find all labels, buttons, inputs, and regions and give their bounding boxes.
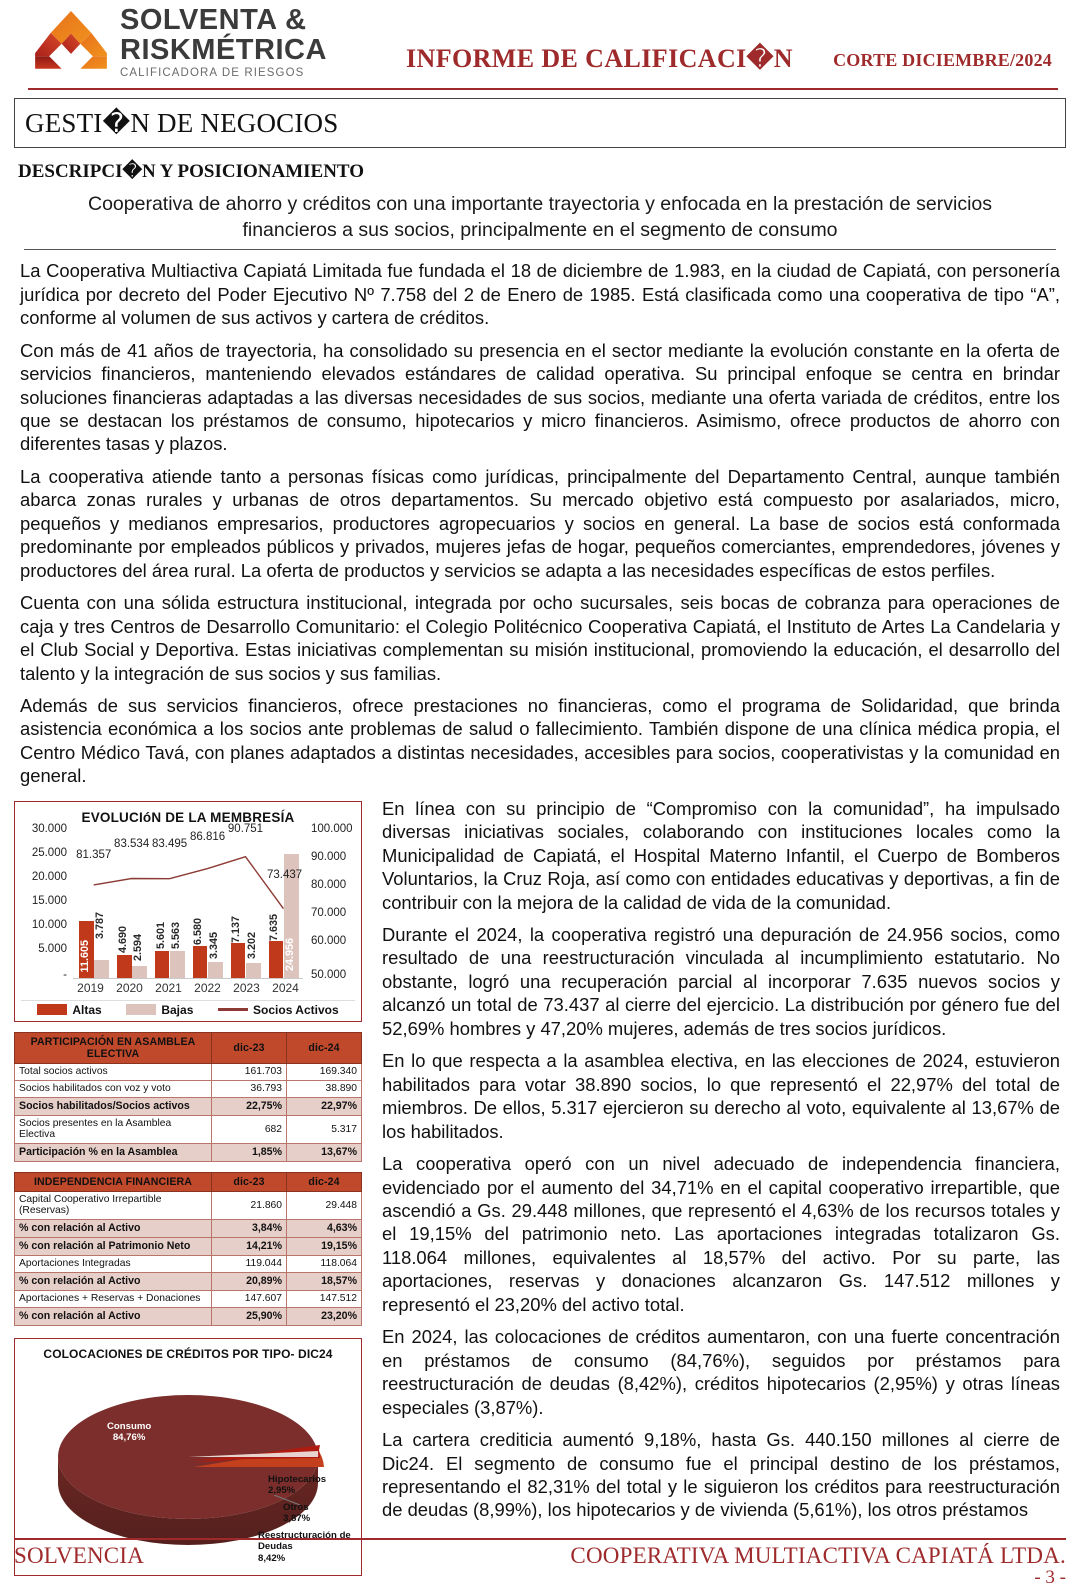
header-divider [28,88,1058,90]
table-row [15,1143,362,1161]
y-tick: 70.000 [311,906,347,919]
cell-dic23: 14,21% [212,1237,287,1255]
col-header: dic-23 [212,1172,287,1191]
legend-line-icon [218,1008,248,1011]
cell-dic24: 18,57% [287,1272,362,1290]
y-tick: - [63,968,67,981]
paragraph: La cartera crediticia aumentó 9,18%, hasta Gs. 440.150 millones al cierre de Dic24. El segmento de consumo fue el principal destino de los préstamos, representando el 82,31% del total y le siguieron los créditos para reestructuración de deudas (8,99%), los hipotecarios y de vivienda (5,61%), los otros préstamos [382,1429,1060,1521]
chart-title: EVOLUCIóN DE LA MEMBRESÍA [81,809,295,825]
logo-line-2: RISKMÉTRICA [120,34,327,66]
table-header-row [15,1032,362,1063]
paragraph: En lo que respecta a la asamblea electiva, en las elecciones de 2024, estuvieron habilitados para votar 38.890 socios, lo que representó el 22,97% del total de miembros. De ellos, 5.317 ejercieron su derecho al voto, equivalente al 13,67% de los habilitados. [382,1050,1060,1142]
table-row [15,1290,362,1307]
paragraph: La cooperativa atiende tanto a personas físicas como jurídicas, principalmente del Departamento Central, aunque también abarca zonas rurales y urbanas de otros departamentos. Su mercado objetivo está compuesto por asalariados, micro, pequeños y medianos empresarios, productores agropecuarios y socios en general. La base de socios está conformada predominante por empleados públicos y privados, mujeres jefas de hogar, pequeños comerciantes, emprendedores, jóvenes y productores del área rural. La oferta de productos y servicios se adapta a las necesidades específicas de estos perfiles. [20,465,1060,581]
table-row [15,1237,362,1255]
legend-label: Altas [72,1002,102,1017]
cell-dic24: 38.890 [287,1080,362,1097]
cell-label: % con relación al Patrimonio Neto [15,1237,212,1255]
bar-value-bajas: 3.345 [207,931,220,959]
y-tick: 50.000 [311,968,347,981]
x-tick: 2019 [77,980,104,995]
x-axis [71,981,305,995]
x-tick: 2023 [233,980,260,995]
x-tick: 2021 [155,980,182,995]
table-row [15,1080,362,1097]
logo-line-1: SOLVENTA & [120,4,307,36]
legend-item-bajas [126,1003,193,1017]
cell-dic23: 22,75% [212,1097,287,1115]
chart-baseline [73,978,303,979]
cell-dic23: 21.860 [212,1191,287,1219]
chart-plot-area [23,822,353,981]
table-row [15,1191,362,1219]
report-title: INFORME DE CALIFICACI�N [406,44,793,73]
y-tick: 10.000 [31,918,67,931]
bar-value-bajas: 3.787 [93,911,106,939]
table-row [15,1097,362,1115]
table-row [15,1255,362,1272]
bar-value-altas: 5.601 [154,921,167,949]
logo-mark-icon [32,9,110,77]
cell-dic23: 682 [212,1115,287,1143]
cell-dic24: 169.340 [287,1063,362,1080]
x-tick: 2024 [272,980,299,995]
line-value: 83.534 [114,837,150,850]
figures-column [14,801,372,1576]
bar-value-bajas: 24.956 [283,937,296,971]
paragraph: La Cooperativa Multiactiva Capiatá Limitada fue fundada el 18 de diciembre de 1.983, en la ciudad de Capiatá, con personería jurídica por decreto del Poder Ejecutivo Nº 7.758 del 2 de Enero de 1985. Está clasificada como una cooperativa de tipo “A”, conforme al volumen de sus activos y cartera de créditos. [20,260,1060,329]
legend-label: Socios Activos [253,1002,339,1017]
line-value: 81.357 [76,848,112,861]
bar-value-altas: 11.605 [78,940,91,973]
y-tick: 15.000 [31,894,67,907]
table-row [15,1272,362,1290]
cell-label: Aportaciones + Reservas + Donaciones [15,1290,212,1307]
pie-label-hipotecarios: Hipotecarios 2,95% [268,1473,327,1497]
cell-dic24: 22,97% [287,1097,362,1115]
cell-label: Total socios activos [15,1063,212,1080]
pie-label-reestructuracion: Reestructuración de Deudas 8,42% [258,1529,351,1564]
brand-logo [14,0,327,80]
cell-label: % con relación al Activo [15,1219,212,1237]
section-lead: Cooperativa de ahorro y créditos con una importante trayectoria y enfocada en la prestación de servicios financieros a sus socios, principalmente en el segmento de consumo [88,193,992,242]
page-header [14,0,1066,86]
cell-dic23: 119.044 [212,1255,287,1272]
cell-dic23: 25,90% [212,1307,287,1325]
section-subhead: DESCRIPCI�N Y POSICIONAMIENTO [18,161,365,182]
legend-item-socios-activos [218,1003,339,1017]
x-tick: 2020 [116,980,143,995]
cell-dic23: 147.607 [212,1290,287,1307]
cell-dic23: 36.793 [212,1080,287,1097]
cell-dic23: 20,89% [212,1272,287,1290]
cell-label: % con relación al Activo [15,1307,212,1325]
report-cut-date: CORTE DICIEMBRE/2024 [833,50,1052,70]
cell-dic23: 1,85% [212,1143,287,1161]
pie-label-otros: Otros 3,87% [283,1501,311,1525]
bar-value-bajas: 5.563 [169,921,182,949]
y-tick: 30.000 [31,822,67,835]
page-footer [14,1538,1066,1589]
table-participacion [14,1032,362,1162]
cell-dic24: 5.317 [287,1115,362,1143]
pie-title: COLOCACIONES DE CRÉDITOS POR TIPO- DIC24 [43,1346,333,1361]
bars-and-line [73,822,303,979]
footer-divider [14,1538,1066,1540]
col-header: PARTICIPACIÓN EN ASAMBLEA ELECTIVA [15,1032,212,1063]
col-header: dic-24 [287,1032,362,1063]
y-tick: 20.000 [31,870,67,883]
y-tick: 25.000 [31,846,67,859]
paragraph: Con más de 41 años de trayectoria, ha consolidado su presencia en el sector mediante la evolución constante en la oferta de servicios financieros, manteniendo elevados estándares de calidad operativa. Su principal enfoque se centra en brindar soluciones financieras adaptadas a las diversas necesidades de sus socios, mediante una oferta variada de créditos, entre los que se destacan los préstamos de consumo, hipotecarios y micro financieros. Asimismo, ofrece productos de ahorro con diferentes tasas y plazos. [20,339,1060,455]
cell-label: Aportaciones Integradas [15,1255,212,1272]
line-value: 83.495 [152,837,188,850]
col-header: dic-23 [212,1032,287,1063]
x-tick: 2022 [194,980,221,995]
bar-value-bajas: 2.594 [131,933,144,961]
chart-legend [21,1000,355,1017]
cell-dic24: 29.448 [287,1191,362,1219]
table-independencia [14,1172,362,1326]
cell-label: Socios presentes en la Asamblea Electiva [15,1115,212,1143]
paragraph: En 2024, las colocaciones de créditos aumentaron, con una fuerte concentración en préstamos de consumo (84,76%), seguidos por préstamos para reestructuración de deudas (8,42%), créditos hipotecarios (2,95%) y otras líneas especiales (3,87%). [382,1326,1060,1418]
pie-label-consumo: Consumo 84,76% [107,1420,152,1444]
section-title-box [14,98,1066,148]
legend-item-altas [37,1003,101,1017]
section-title: GESTI�N DE NEGOCIOS [25,107,339,138]
cell-dic24: 118.064 [287,1255,362,1272]
paragraph: La cooperativa operó con un nivel adecuado de independencia financiera, evidenciado por el aumento del 34,71% en el capital cooperativo irrepartible, que ascendió a Gs. 29.448 millones, que representó el 4,63% de los recursos totales y el 19,15% del patrimonio neto. Las aportaciones integradas totalizaron Gs. 118.064 millones, equivalentes al 18,57% del activo. Por su parte, las aportaciones, reservas y donaciones alcanzaron Gs. 147.512 millones y representó el 23,20% del activo total. [382,1153,1060,1315]
cell-label: Participación % en la Asamblea [15,1143,212,1161]
cell-dic23: 161.703 [212,1063,287,1080]
legend-swatch-icon [37,1004,67,1015]
cell-label: Socios habilitados con voz y voto [15,1080,212,1097]
line-value: 73.437 [267,868,303,881]
cell-dic24: 13,67% [287,1143,362,1161]
bar-value-altas: 6.580 [192,917,205,945]
cell-dic24: 4,63% [287,1219,362,1237]
table-row [15,1115,362,1143]
y-tick: 60.000 [311,934,347,947]
col-header: INDEPENDENCIA FINANCIERA [15,1172,212,1191]
table-header-row [15,1172,362,1191]
bar-value-altas: 7.137 [230,915,243,943]
legend-label: Bajas [161,1002,194,1017]
cell-label: Socios habilitados/Socios activos [15,1097,212,1115]
membership-chart [14,801,362,1022]
paragraph: Cuenta con una sólida estructura institucional, integrada por ocho sucursales, seis bocas de cobranza para operaciones de caja y tres Centros de Desarrollo Comunitario: el Colegio Politécnico Cooperativa Capiatá, el Instituto de Artes La Candelaria y el Club Social y Deportiva. Estas iniciativas complementan su misión institucional, promoviendo la educación, el desarrollo del talento y la integración de sus socios y sus familias. [20,592,1060,684]
y-axis-left [23,822,69,981]
page-number: - 3 - [1034,1567,1066,1588]
y-tick: 5.000 [38,942,67,955]
legend-swatch-icon [126,1004,156,1015]
col-header: dic-24 [287,1172,362,1191]
y-tick: 80.000 [311,878,347,891]
lead-divider [24,249,1056,250]
y-axis-right [307,822,353,981]
bar-value-bajas: 3.202 [245,931,258,959]
paragraph: Además de sus servicios financieros, ofrece prestaciones no financieras, como el programa de Solidaridad, que brinda asistencia económica a los socios ante problemas de salud o fallecimiento. También dispone de una clínica médica propia, el Centro Médico Tavá, con planes adaptados a distintas necesidades, accesibles para socios, cooperativistas y la comunidad en general. [20,694,1060,787]
table-row [15,1219,362,1237]
cell-dic24: 19,15% [287,1237,362,1255]
y-tick: 100.000 [311,822,353,835]
bar-value-altas: 4.690 [116,925,129,953]
y-tick: 90.000 [311,850,347,863]
table-row [15,1063,362,1080]
table-row [15,1307,362,1325]
logo-tagline: CALIFICADORA DE RIESGOS [120,67,305,79]
cell-label: % con relación al Activo [15,1272,212,1290]
footer-left: SOLVENCIA [14,1543,145,1568]
paragraph: Durante el 2024, la cooperativa registró una depuración de 24.956 socios, como resultado de una reestructuración vinculada al incumplimiento estatutario. No obstante, logró una recuperación parcial al incorporar 7.635 nuevos socios y alcanzó un total de 73.437 al cierre del ejercicio. La distribución por género fue del 52,69% hombres y 47,20% mujeres, además de tres socios jurídicos. [382,924,1060,1039]
line-value: 90.751 [227,822,264,835]
paragraph: En línea con su principio de “Compromiso con la comunidad”, ha impulsado diversas iniciativas sociales, colaborando con instituciones locales como la Municipalidad de Capiatá, el Hospital Materno Infantil, el Cuerpo de Bomberos Voluntarios, la Cruz Roja, así como con entidades educativas y deportivas, a fin de contribuir con la mejora de la calidad de vida de la comunidad. [382,797,1060,913]
cell-dic24: 23,20% [287,1307,362,1325]
cell-label: Capital Cooperativo Irrepartible (Reservas) [15,1191,212,1219]
line-value: 86.816 [189,830,226,843]
cell-dic24: 147.512 [287,1290,362,1307]
bar-value-altas: 7.635 [268,913,281,941]
footer-right: COOPERATIVA MULTIACTIVA CAPIATÁ LTDA. [570,1543,1066,1568]
cell-dic23: 3,84% [212,1219,287,1237]
